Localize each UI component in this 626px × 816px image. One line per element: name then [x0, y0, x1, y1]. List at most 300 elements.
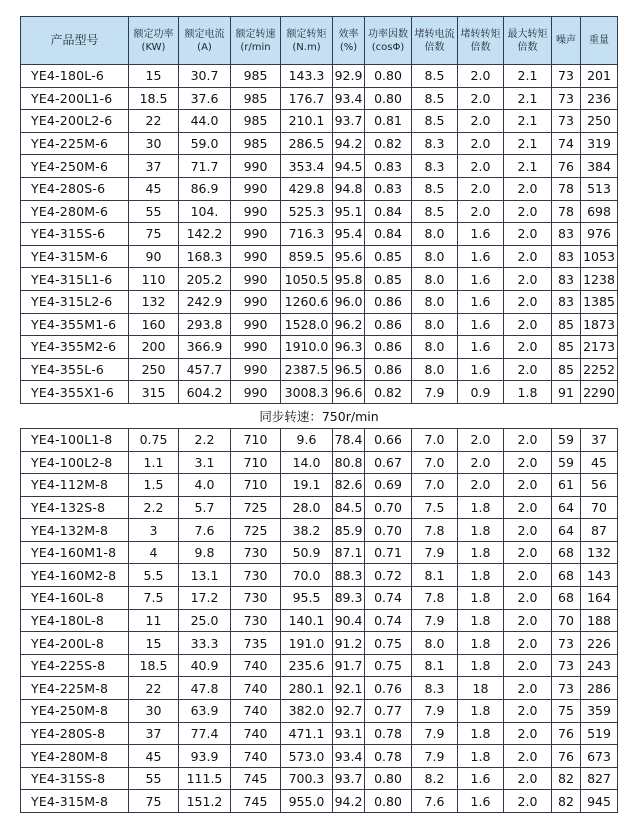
table-row [21, 564, 618, 587]
value-cell: 37 [581, 428, 618, 451]
value-cell: 2.0 [504, 677, 552, 700]
value-cell: 985 [231, 87, 281, 110]
value-cell: 210.1 [281, 110, 333, 133]
value-cell: 990 [231, 336, 281, 359]
value-cell: 2.0 [504, 519, 552, 542]
value-cell: 716.3 [281, 223, 333, 246]
value-cell: 70 [581, 496, 618, 519]
value-cell: 8.0 [412, 245, 458, 268]
value-cell: 1.8 [458, 700, 504, 723]
value-cell: 2.0 [504, 541, 552, 564]
value-cell: 359 [581, 700, 618, 723]
value-cell: 8.1 [412, 564, 458, 587]
value-cell: 1.8 [458, 745, 504, 768]
value-cell: 45 [129, 177, 179, 200]
value-cell: 92.7 [333, 700, 365, 723]
value-cell: 8.0 [412, 336, 458, 359]
value-cell: 18.5 [129, 87, 179, 110]
value-cell: 86.9 [179, 177, 231, 200]
value-cell: 286 [581, 677, 618, 700]
value-cell: 78 [552, 200, 581, 223]
value-cell: 740 [231, 722, 281, 745]
value-cell: 93.4 [333, 745, 365, 768]
value-cell: 525.3 [281, 200, 333, 223]
value-cell: 1.6 [458, 223, 504, 246]
value-cell: 22 [129, 110, 179, 133]
value-cell: 0.70 [365, 496, 412, 519]
value-cell: 250 [129, 358, 179, 381]
value-cell: 18.5 [129, 654, 179, 677]
value-cell: 1.6 [458, 245, 504, 268]
value-cell: 7.9 [412, 700, 458, 723]
value-cell: 2.1 [504, 155, 552, 178]
value-cell: 95.8 [333, 268, 365, 291]
value-cell: 7.5 [412, 496, 458, 519]
value-cell: 80.8 [333, 451, 365, 474]
table-row [21, 87, 618, 110]
value-cell: 1053 [581, 245, 618, 268]
value-cell: 8.0 [412, 223, 458, 246]
value-cell: 0.66 [365, 428, 412, 451]
value-cell: 2.0 [504, 313, 552, 336]
value-cell: 87 [581, 519, 618, 542]
value-cell: 985 [231, 132, 281, 155]
value-cell: 93.7 [333, 110, 365, 133]
value-cell: 573.0 [281, 745, 333, 768]
value-cell: 3.1 [179, 451, 231, 474]
value-cell: 8.0 [412, 313, 458, 336]
model-cell: YE4-355M2-6 [21, 336, 129, 359]
value-cell: 2.0 [458, 65, 504, 88]
value-cell: 740 [231, 700, 281, 723]
value-cell: 73 [552, 677, 581, 700]
value-cell: 0.71 [365, 541, 412, 564]
value-cell: 7.9 [412, 541, 458, 564]
value-cell: 30 [129, 132, 179, 155]
value-cell: 176.7 [281, 87, 333, 110]
value-cell: 2290 [581, 381, 618, 404]
value-cell: 859.5 [281, 245, 333, 268]
value-cell: 95.1 [333, 200, 365, 223]
table-row [21, 65, 618, 88]
value-cell: 7.6 [179, 519, 231, 542]
value-cell: 0.74 [365, 587, 412, 610]
value-cell: 315 [129, 381, 179, 404]
value-cell: 1.8 [458, 609, 504, 632]
value-cell: 1.6 [458, 358, 504, 381]
value-cell: 319 [581, 132, 618, 155]
value-cell: 8.0 [412, 358, 458, 381]
table-row [21, 110, 618, 133]
model-cell: YE4-225M-8 [21, 677, 129, 700]
value-cell: 2.0 [458, 177, 504, 200]
value-cell: 82 [552, 790, 581, 813]
value-cell: 91.7 [333, 654, 365, 677]
value-cell: 132 [129, 290, 179, 313]
value-cell: 604.2 [179, 381, 231, 404]
spec-table-container [20, 16, 617, 813]
value-cell: 740 [231, 654, 281, 677]
value-cell: 700.3 [281, 767, 333, 790]
table-row [21, 632, 618, 655]
value-cell: 47.8 [179, 677, 231, 700]
header-cell: 效率 (%) [333, 17, 365, 65]
value-cell: 95.4 [333, 223, 365, 246]
value-cell: 250 [581, 110, 618, 133]
motor-spec-table [20, 16, 618, 813]
table-row [21, 177, 618, 200]
value-cell: 8.3 [412, 155, 458, 178]
table-row [21, 451, 618, 474]
value-cell: 2.0 [504, 268, 552, 291]
value-cell: 740 [231, 677, 281, 700]
value-cell: 745 [231, 790, 281, 813]
header-cell: 额定功率 (KW) [129, 17, 179, 65]
header-cell: 堵转转矩 倍数 [458, 17, 504, 65]
table-row [21, 609, 618, 632]
value-cell: 2.0 [504, 336, 552, 359]
value-cell: 83 [552, 290, 581, 313]
value-cell: 740 [231, 745, 281, 768]
value-cell: 429.8 [281, 177, 333, 200]
value-cell: 1.8 [458, 564, 504, 587]
table-row [21, 587, 618, 610]
value-cell: 63.9 [179, 700, 231, 723]
model-cell: YE4-250M-6 [21, 155, 129, 178]
model-cell: YE4-160M1-8 [21, 541, 129, 564]
table-row [21, 336, 618, 359]
value-cell: 82.6 [333, 474, 365, 497]
model-cell: YE4-100L2-8 [21, 451, 129, 474]
value-cell: 78 [552, 177, 581, 200]
table-row [21, 700, 618, 723]
value-cell: 1.6 [458, 790, 504, 813]
value-cell: 990 [231, 358, 281, 381]
value-cell: 7.9 [412, 609, 458, 632]
value-cell: 17.2 [179, 587, 231, 610]
value-cell: 2173 [581, 336, 618, 359]
value-cell: 1260.6 [281, 290, 333, 313]
value-cell: 8.0 [412, 290, 458, 313]
header-cell: 产品型号 [21, 17, 129, 65]
value-cell: 88.3 [333, 564, 365, 587]
value-cell: 2.1 [504, 65, 552, 88]
value-cell: 8.3 [412, 677, 458, 700]
value-cell: 50.9 [281, 541, 333, 564]
value-cell: 990 [231, 290, 281, 313]
model-cell: YE4-315S-8 [21, 767, 129, 790]
value-cell: 353.4 [281, 155, 333, 178]
value-cell: 76 [552, 745, 581, 768]
value-cell: 89.3 [333, 587, 365, 610]
value-cell: 8.1 [412, 654, 458, 677]
value-cell: 2.1 [504, 132, 552, 155]
value-cell: 955.0 [281, 790, 333, 813]
model-cell: YE4-200L2-6 [21, 110, 129, 133]
value-cell: 2.0 [504, 496, 552, 519]
value-cell: 94.2 [333, 790, 365, 813]
value-cell: 77.4 [179, 722, 231, 745]
value-cell: 0.75 [365, 632, 412, 655]
value-cell: 1385 [581, 290, 618, 313]
value-cell: 366.9 [179, 336, 231, 359]
model-cell: YE4-132M-8 [21, 519, 129, 542]
value-cell: 8.0 [412, 632, 458, 655]
value-cell: 56 [581, 474, 618, 497]
table-row [21, 290, 618, 313]
value-cell: 985 [231, 110, 281, 133]
value-cell: 1.6 [458, 336, 504, 359]
value-cell: 384 [581, 155, 618, 178]
value-cell: 990 [231, 245, 281, 268]
table-row [21, 654, 618, 677]
table-row [21, 132, 618, 155]
value-cell: 1238 [581, 268, 618, 291]
model-cell: YE4-355L-6 [21, 358, 129, 381]
value-cell: 73 [552, 632, 581, 655]
value-cell: 990 [231, 268, 281, 291]
model-cell: YE4-315L1-6 [21, 268, 129, 291]
value-cell: 0.75 [365, 654, 412, 677]
model-cell: YE4-180L-6 [21, 65, 129, 88]
value-cell: 0.86 [365, 290, 412, 313]
value-cell: 730 [231, 564, 281, 587]
model-cell: YE4-315L2-6 [21, 290, 129, 313]
value-cell: 1.1 [129, 451, 179, 474]
value-cell: 83 [552, 268, 581, 291]
table-row [21, 358, 618, 381]
table-row [21, 790, 618, 813]
model-cell: YE4-100L1-8 [21, 428, 129, 451]
model-cell: YE4-225M-6 [21, 132, 129, 155]
value-cell: 2.0 [458, 110, 504, 133]
table-row [21, 245, 618, 268]
value-cell: 1.6 [458, 767, 504, 790]
value-cell: 2.0 [504, 474, 552, 497]
value-cell: 243 [581, 654, 618, 677]
value-cell: 5.5 [129, 564, 179, 587]
table-row [21, 313, 618, 336]
value-cell: 7.0 [412, 428, 458, 451]
value-cell: 68 [552, 587, 581, 610]
value-cell: 11 [129, 609, 179, 632]
value-cell: 19.1 [281, 474, 333, 497]
value-cell: 0.85 [365, 268, 412, 291]
value-cell: 710 [231, 451, 281, 474]
value-cell: 2.0 [504, 632, 552, 655]
value-cell: 2.1 [504, 87, 552, 110]
header-cell: 额定转矩 (N.m) [281, 17, 333, 65]
value-cell: 730 [231, 587, 281, 610]
value-cell: 93.1 [333, 722, 365, 745]
value-cell: 104. [179, 200, 231, 223]
value-cell: 7.9 [412, 745, 458, 768]
model-cell: YE4-200L1-6 [21, 87, 129, 110]
value-cell: 730 [231, 541, 281, 564]
value-cell: 8.5 [412, 65, 458, 88]
value-cell: 15 [129, 65, 179, 88]
value-cell: 68 [552, 541, 581, 564]
value-cell: 519 [581, 722, 618, 745]
value-cell: 96.2 [333, 313, 365, 336]
value-cell: 1.6 [458, 313, 504, 336]
value-cell: 710 [231, 428, 281, 451]
value-cell: 990 [231, 223, 281, 246]
value-cell: 293.8 [179, 313, 231, 336]
value-cell: 2.0 [504, 700, 552, 723]
value-cell: 990 [231, 177, 281, 200]
value-cell: 2.0 [504, 290, 552, 313]
value-cell: 0.82 [365, 132, 412, 155]
value-cell: 22 [129, 677, 179, 700]
value-cell: 92.1 [333, 677, 365, 700]
table-row [21, 722, 618, 745]
value-cell: 68 [552, 564, 581, 587]
value-cell: 8.3 [412, 132, 458, 155]
table-row [21, 200, 618, 223]
value-cell: 242.9 [179, 290, 231, 313]
value-cell: 83 [552, 245, 581, 268]
value-cell: 235.6 [281, 654, 333, 677]
value-cell: 37 [129, 722, 179, 745]
model-cell: YE4-160L-8 [21, 587, 129, 610]
value-cell: 73 [552, 110, 581, 133]
header-cell: 噪声 [552, 17, 581, 65]
value-cell: 2.0 [504, 790, 552, 813]
header-cell: 重量 [581, 17, 618, 65]
value-cell: 0.86 [365, 358, 412, 381]
model-cell: YE4-280S-8 [21, 722, 129, 745]
value-cell: 2.0 [504, 654, 552, 677]
model-cell: YE4-315M-6 [21, 245, 129, 268]
value-cell: 75 [552, 700, 581, 723]
value-cell: 160 [129, 313, 179, 336]
table-row [21, 677, 618, 700]
value-cell: 710 [231, 474, 281, 497]
value-cell: 236 [581, 87, 618, 110]
value-cell: 96.6 [333, 381, 365, 404]
value-cell: 45 [581, 451, 618, 474]
value-cell: 730 [231, 609, 281, 632]
value-cell: 90.4 [333, 609, 365, 632]
value-cell: 59 [552, 451, 581, 474]
value-cell: 945 [581, 790, 618, 813]
value-cell: 2.0 [504, 223, 552, 246]
value-cell: 93.9 [179, 745, 231, 768]
value-cell: 1050.5 [281, 268, 333, 291]
value-cell: 59 [552, 428, 581, 451]
value-cell: 2.0 [504, 200, 552, 223]
value-cell: 91 [552, 381, 581, 404]
value-cell: 73 [552, 654, 581, 677]
value-cell: 0.80 [365, 87, 412, 110]
value-cell: 83 [552, 223, 581, 246]
value-cell: 1.8 [458, 654, 504, 677]
value-cell: 7.8 [412, 519, 458, 542]
value-cell: 30 [129, 700, 179, 723]
value-cell: 0.80 [365, 767, 412, 790]
value-cell: 1910.0 [281, 336, 333, 359]
value-cell: 85.9 [333, 519, 365, 542]
value-cell: 85 [552, 336, 581, 359]
table-row [21, 519, 618, 542]
value-cell: 0.84 [365, 200, 412, 223]
value-cell: 2.0 [458, 451, 504, 474]
value-cell: 2252 [581, 358, 618, 381]
value-cell: 2387.5 [281, 358, 333, 381]
value-cell: 7.9 [412, 722, 458, 745]
value-cell: 95.6 [333, 245, 365, 268]
value-cell: 76 [552, 722, 581, 745]
value-cell: 0.77 [365, 700, 412, 723]
value-cell: 111.5 [179, 767, 231, 790]
value-cell: 8.0 [412, 268, 458, 291]
value-cell: 2.0 [458, 87, 504, 110]
value-cell: 1.8 [458, 496, 504, 519]
model-cell: YE4-280S-6 [21, 177, 129, 200]
value-cell: 0.86 [365, 336, 412, 359]
value-cell: 1.6 [458, 290, 504, 313]
model-cell: YE4-225S-8 [21, 654, 129, 677]
value-cell: 73 [552, 87, 581, 110]
table-row [21, 745, 618, 768]
value-cell: 0.83 [365, 155, 412, 178]
value-cell: 84.5 [333, 496, 365, 519]
value-cell: 8.5 [412, 200, 458, 223]
value-cell: 0.76 [365, 677, 412, 700]
value-cell: 191.0 [281, 632, 333, 655]
value-cell: 9.6 [281, 428, 333, 451]
value-cell: 94.2 [333, 132, 365, 155]
value-cell: 2.0 [504, 745, 552, 768]
value-cell: 25.0 [179, 609, 231, 632]
value-cell: 64 [552, 496, 581, 519]
value-cell: 188 [581, 609, 618, 632]
value-cell: 94.5 [333, 155, 365, 178]
value-cell: 2.0 [504, 587, 552, 610]
header-cell: 功率因数 (cosΦ) [365, 17, 412, 65]
value-cell: 7.8 [412, 587, 458, 610]
value-cell: 976 [581, 223, 618, 246]
value-cell: 985 [231, 65, 281, 88]
value-cell: 1.8 [458, 587, 504, 610]
value-cell: 93.4 [333, 87, 365, 110]
value-cell: 226 [581, 632, 618, 655]
value-cell: 85 [552, 313, 581, 336]
header-cell: 堵转电流 倍数 [412, 17, 458, 65]
value-cell: 2.0 [504, 428, 552, 451]
value-cell: 2.0 [504, 177, 552, 200]
value-cell: 1.8 [504, 381, 552, 404]
model-cell: YE4-315S-6 [21, 223, 129, 246]
value-cell: 286.5 [281, 132, 333, 155]
table-row [21, 496, 618, 519]
value-cell: 2.0 [504, 451, 552, 474]
value-cell: 96.3 [333, 336, 365, 359]
value-cell: 143.3 [281, 65, 333, 88]
value-cell: 0.74 [365, 609, 412, 632]
model-cell: YE4-250M-8 [21, 700, 129, 723]
value-cell: 75 [129, 790, 179, 813]
model-cell: YE4-132S-8 [21, 496, 129, 519]
value-cell: 0.9 [458, 381, 504, 404]
value-cell: 2.0 [458, 428, 504, 451]
value-cell: 200 [129, 336, 179, 359]
sync-speed-label: 同步转速：750r/min [21, 403, 618, 428]
value-cell: 2.0 [504, 245, 552, 268]
model-cell: YE4-180L-8 [21, 609, 129, 632]
value-cell: 44.0 [179, 110, 231, 133]
